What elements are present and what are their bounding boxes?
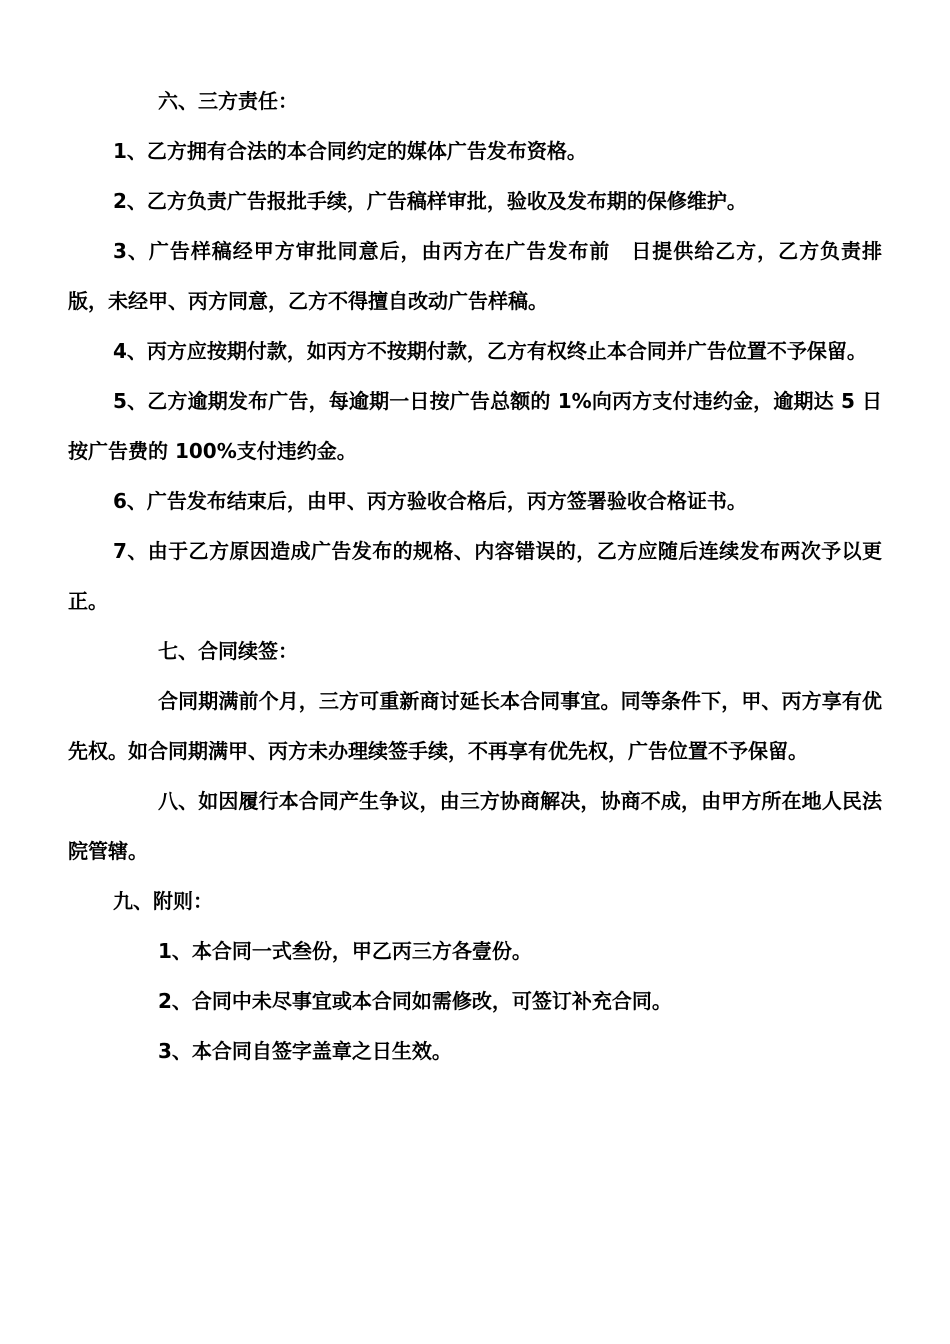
- section-heading-responsibilities: 六、三方责任：: [158, 89, 298, 113]
- appendix-item: 3、本合同自签字盖章之日生效。: [158, 1039, 452, 1063]
- clause-paragraph: 6、广告发布结束后，由甲、丙方验收合格后，丙方签署验收合格证书。: [113, 489, 747, 513]
- renewal-paragraph: 合同期满前个月，三方可重新商讨延长本合同事宜。同等条件下，甲、丙方享有优先权。如合同期满甲、丙方未办理续签手续，不再享有优先权，广告位置不予保留。: [68, 689, 882, 763]
- clause-paragraph: 7、由于乙方原因造成广告发布的规格、内容错误的，乙方应随后连续发布两次予以更正。: [68, 539, 882, 613]
- section-heading-appendix: 九、附则：: [113, 889, 213, 913]
- clause-paragraph: 3、广告样稿经甲方审批同意后，由丙方在广告发布前 日提供给乙方，乙方负责排版，未经甲、丙方同意，乙方不得擅自改动广告样稿。: [68, 239, 882, 313]
- dispute-paragraph: 八、如因履行本合同产生争议，由三方协商解决，协商不成，由甲方所在地人民法院管辖。: [68, 789, 882, 863]
- clause-paragraph: 2、乙方负责广告报批手续，广告稿样审批，验收及发布期的保修维护。: [113, 189, 747, 213]
- clause-paragraph: 5、乙方逾期发布广告，每逾期一日按广告总额的 1%向丙方支付违约金，逾期达 5 日按广告费的 100%支付违约金。: [68, 389, 882, 463]
- document-body: [68, 76, 882, 1076]
- clause-paragraph: 4、丙方应按期付款，如丙方不按期付款，乙方有权终止本合同并广告位置不予保留。: [113, 339, 867, 363]
- appendix-item: 2、合同中未尽事宜或本合同如需修改，可签订补充合同。: [158, 989, 672, 1013]
- clause-paragraph: 1、乙方拥有合法的本合同约定的媒体广告发布资格。: [113, 139, 587, 163]
- appendix-item: 1、本合同一式叁份，甲乙丙三方各壹份。: [158, 939, 532, 963]
- section-heading-renewal: 七、合同续签：: [158, 639, 298, 663]
